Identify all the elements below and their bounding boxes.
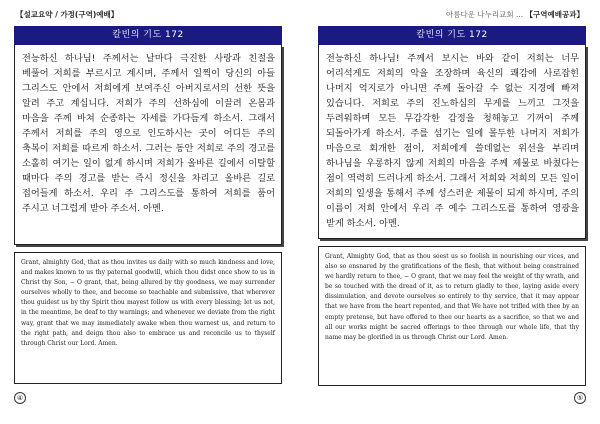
right-page bbox=[318, 26, 586, 378]
header-section-name: 【구역예배공과】 bbox=[525, 10, 584, 19]
korean-prayer-text: 전능하신 하나님! 주께서는 날마다 극진한 사랑과 친절을 베풀어 저희를 부르시고 계시며, 주께서 일찍이 당신의 아들 그리스도 안에서 저희에게 보여주신 아버지로서의 선한 뜻을 알려 주고 계십니다. 저희가 주의 선하심에 이끌려 온몸과 마음을 주께 바쳐 순종하는 자세를 가다듬게 하소서. 그래서 주께서 저희를 주의 영으로 인도하시는 곳이 어디든 주의 축복이 저희를 따르게 하소서. 그러는 동안 저희로 주의 경고를 소홀히 여기는 일이 없게 하시며 저희가 올바른 길에서 이탈할 때마다 주의 경고를 받는 즉시 정신을 차리고 올바른 길로 접어들게 하소서. 우리 주 그리스도를 통하여 저희를 품어 주시고 너그럽게 받아 주소서. 아멘. bbox=[14, 45, 282, 245]
header-left-title: 【설교요약 / 가정(구역)예배】 bbox=[16, 10, 119, 19]
header-church-name: 아름다운 나누리교회 ... bbox=[446, 10, 524, 19]
prayer-title-bar: 칼빈의 기도 172 bbox=[318, 26, 586, 45]
left-page bbox=[14, 26, 282, 378]
page-number: ④ bbox=[14, 392, 26, 404]
korean-prayer-text: 전능하신 하나님! 주께서 보시는 바와 같이 저희는 너무 어리석게도 저희의 악을 조장하며 육신의 쾌감에 사로잡힌 나머지 억지로가 아니면 주께 돌아갈 수 없는 지경에 빠져 있습니다. 저희로 주의 진노하심의 무게를 느끼고 그것을 두려워하며 모든 무감각한 감정을 청해놓고 기꺼이 주께 되돌아가게 하소서. 주를 섬기는 일에 몰두한 나머지 저희가 마음으로 회개한 점이, 저희에게 쓸데없는 위선을 부리며 하나님을 우롱하지 않게 저희의 마음을 주께 제물로 바쳤다는 점이 역력히 드러나게 하소서. 그래서 저희와 저희의 모든 일이 저희의 일생을 통해서 주께 성스러운 제물이 되게 하시며, 주의 이름이 저희 안에서 우리 주 예수 그리스도를 통하여 영광을 받게 하소서. 아멘. bbox=[318, 45, 586, 239]
english-prayer-text: Grant, almighty God, that as thou invites us daily with so much kindness and love, and makes known to us thy paternal goodwill, which thou didst once show to us in Christ thy Son, − O grant, that, being allured by thy goodness, we may surrender ourselves wholly to thee, and become so teachable and submissive, that wherever thou guidest us by thy Spirit thou mayest follow us with every blessing; let us not, in the meantime, be deaf to thy warnings; and whenever we deviate from the right way, grant that we may immediately awake when thou warnest us, and return to the right path, and deign thou also to embrace us and reconcile us to thyself through Christ our Lord. Amen. bbox=[14, 252, 282, 384]
page-number: ⑤ bbox=[574, 392, 586, 404]
prayer-title-bar: 칼빈의 기도 172 bbox=[14, 26, 282, 45]
header-right-title bbox=[446, 9, 584, 20]
english-prayer-text: Grant, Almighty God, that as thou seest us so foolish in nourishing our vices, and also so ensnared by the gratifications of the flesh, that without being constrained we hardly return to thee, − O grant, that we may feel the weight of thy wrath, and be so touched with the dread of it, as to return gladly to thee, laying aside every dissimulation, and devote ourselves so entirely to thy service, that it may appear that we have from the heart repented, and that We have not trifled with thee by an empty pretense, but have offered to thee our hearts as a sacrifice, so that we and all our works might be sacred offerings to thee through our whole life, that thy name may be glorified in us through Christ our Lord. Amen. bbox=[318, 246, 586, 386]
